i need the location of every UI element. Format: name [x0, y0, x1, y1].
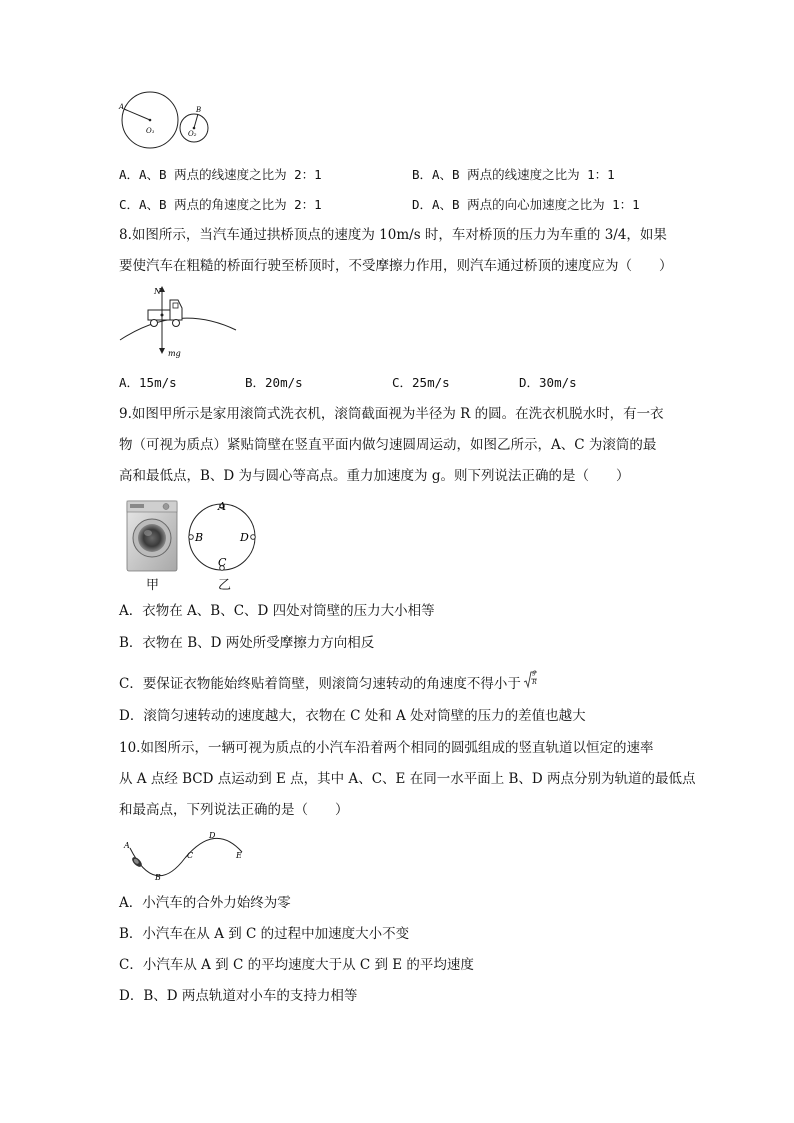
center-of-mass: [161, 314, 164, 317]
q10-option-a: A．小汽车的合外力始终为零: [119, 895, 291, 911]
q7-option-b: B．A、B 两点的线速度之比为 1：1: [412, 167, 615, 182]
gravity-arrowhead: [159, 348, 165, 354]
label-c: C: [218, 556, 227, 569]
q8-option-d: D．30m/s: [519, 375, 577, 390]
label-mg: mg: [168, 349, 181, 358]
radius-o2: [194, 114, 198, 128]
label-d: D: [209, 831, 216, 840]
point-d-marker: [251, 535, 256, 540]
q9-stem-line1: 9.如图甲所示是家用滚筒式洗衣机，滚筒截面视为半径为 R 的圆。在洗衣机脱水时，有一衣: [119, 406, 664, 422]
radius-o1: [124, 109, 150, 120]
q10-option-c: C．小汽车从 A 到 C 的平均速度大于从 C 到 E 的平均速度: [119, 957, 474, 973]
q9-option-d: D．滚筒匀速转动的速度越大，衣物在 C 处和 A 处对筒壁的压力的差值也越大: [119, 708, 586, 724]
q10-stem-line2: 从 A 点经 BCD 点运动到 E 点，其中 A、C、E 在同一水平面上 B、D 两点分别为轨道的最低点: [119, 771, 696, 787]
label-d: D: [240, 531, 249, 544]
label-c: C: [187, 851, 194, 860]
label-a: A: [124, 841, 130, 850]
q9-option-c-text: C．要保证衣物能始终贴着筒壁，则滚筒匀速转动的角速度不得小于: [119, 676, 521, 692]
q7-figure: [112, 92, 222, 152]
center-dot-o2: [193, 127, 196, 130]
q7-option-d: D．A、B 两点的向心加速度之比为 1：1: [412, 197, 640, 212]
q9-option-c: [119, 668, 537, 695]
caption-yi: 乙: [218, 578, 232, 593]
truck-wheel-front: [173, 320, 180, 327]
label-o1: O₁: [146, 127, 155, 135]
q10-stem-line3: 和最高点，下列说法正确的是（ ）: [119, 802, 349, 818]
q8-figure: [118, 282, 238, 362]
label-n: N: [154, 287, 161, 296]
truck-wheel-rear: [151, 320, 158, 327]
label-a: A: [119, 103, 125, 111]
label-b: B: [155, 873, 161, 882]
point-b-marker: [189, 535, 194, 540]
label-a: A: [218, 500, 226, 513]
formula-denominator: R: [532, 678, 537, 686]
q10-option-b: B．小汽车在从 A 到 C 的过程中加速度大小不变: [119, 926, 410, 942]
q9-stem-line2: 物（可视为质点）紧贴筒壁在竖直平面内做匀速圆周运动，如图乙所示，A、C 为滚筒的最: [119, 437, 657, 453]
q9-option-b: B．衣物在 B、D 两处所受摩擦力方向相反: [119, 635, 375, 651]
q8-stem-line2: 要使汽车在粗糙的桥面行驶至桥顶时，不受摩擦力作用，则汽车通过桥顶的速度应为（ ）: [119, 258, 673, 274]
washing-machine-image: [126, 500, 178, 572]
center-dot-o1: [149, 119, 152, 122]
q10-stem-line1: 10.如图所示，一辆可视为质点的小汽车沿着两个相同的圆弧组成的竖直轨道以恒定的速率: [119, 740, 654, 756]
q9-drum-diagram: [186, 500, 258, 574]
label-e: E: [236, 851, 242, 860]
q9-option-c-formula: [525, 668, 537, 695]
q8-stem-line1: 8.如图所示，当汽车通过拱桥顶点的速度为 10m/s 时，车对桥顶的压力为车重的 3/4，如果: [119, 227, 667, 243]
track-arc-upper: [185, 838, 242, 858]
label-b: B: [196, 106, 202, 114]
q9-stem-line3: 高和最低点，B、D 为与圆心等高点。重力加速度为 g。则下列说法正确的是（ ）: [119, 468, 630, 484]
q10-option-d: D．B、D 两点轨道对小车的支持力相等: [119, 988, 358, 1004]
formula-numerator: g: [532, 668, 536, 676]
caption-jia: 甲: [146, 578, 160, 593]
label-b: B: [195, 531, 204, 544]
q10-track-figure: [120, 828, 250, 884]
q9-option-a: A．衣物在 A、B、C、D 四处对筒壁的压力大小相等: [119, 603, 435, 619]
truck-body: [148, 310, 170, 320]
q7-option-c: C．A、B 两点的角速度之比为 2：1: [119, 197, 322, 212]
q8-option-b: B．20m/s: [245, 375, 303, 390]
label-o2: O₂: [188, 130, 197, 138]
q8-option-a: A．15m/s: [119, 375, 177, 390]
q8-option-c: C．25m/s: [392, 375, 450, 390]
q7-option-a: A．A、B 两点的线速度之比为 2：1: [119, 167, 322, 182]
